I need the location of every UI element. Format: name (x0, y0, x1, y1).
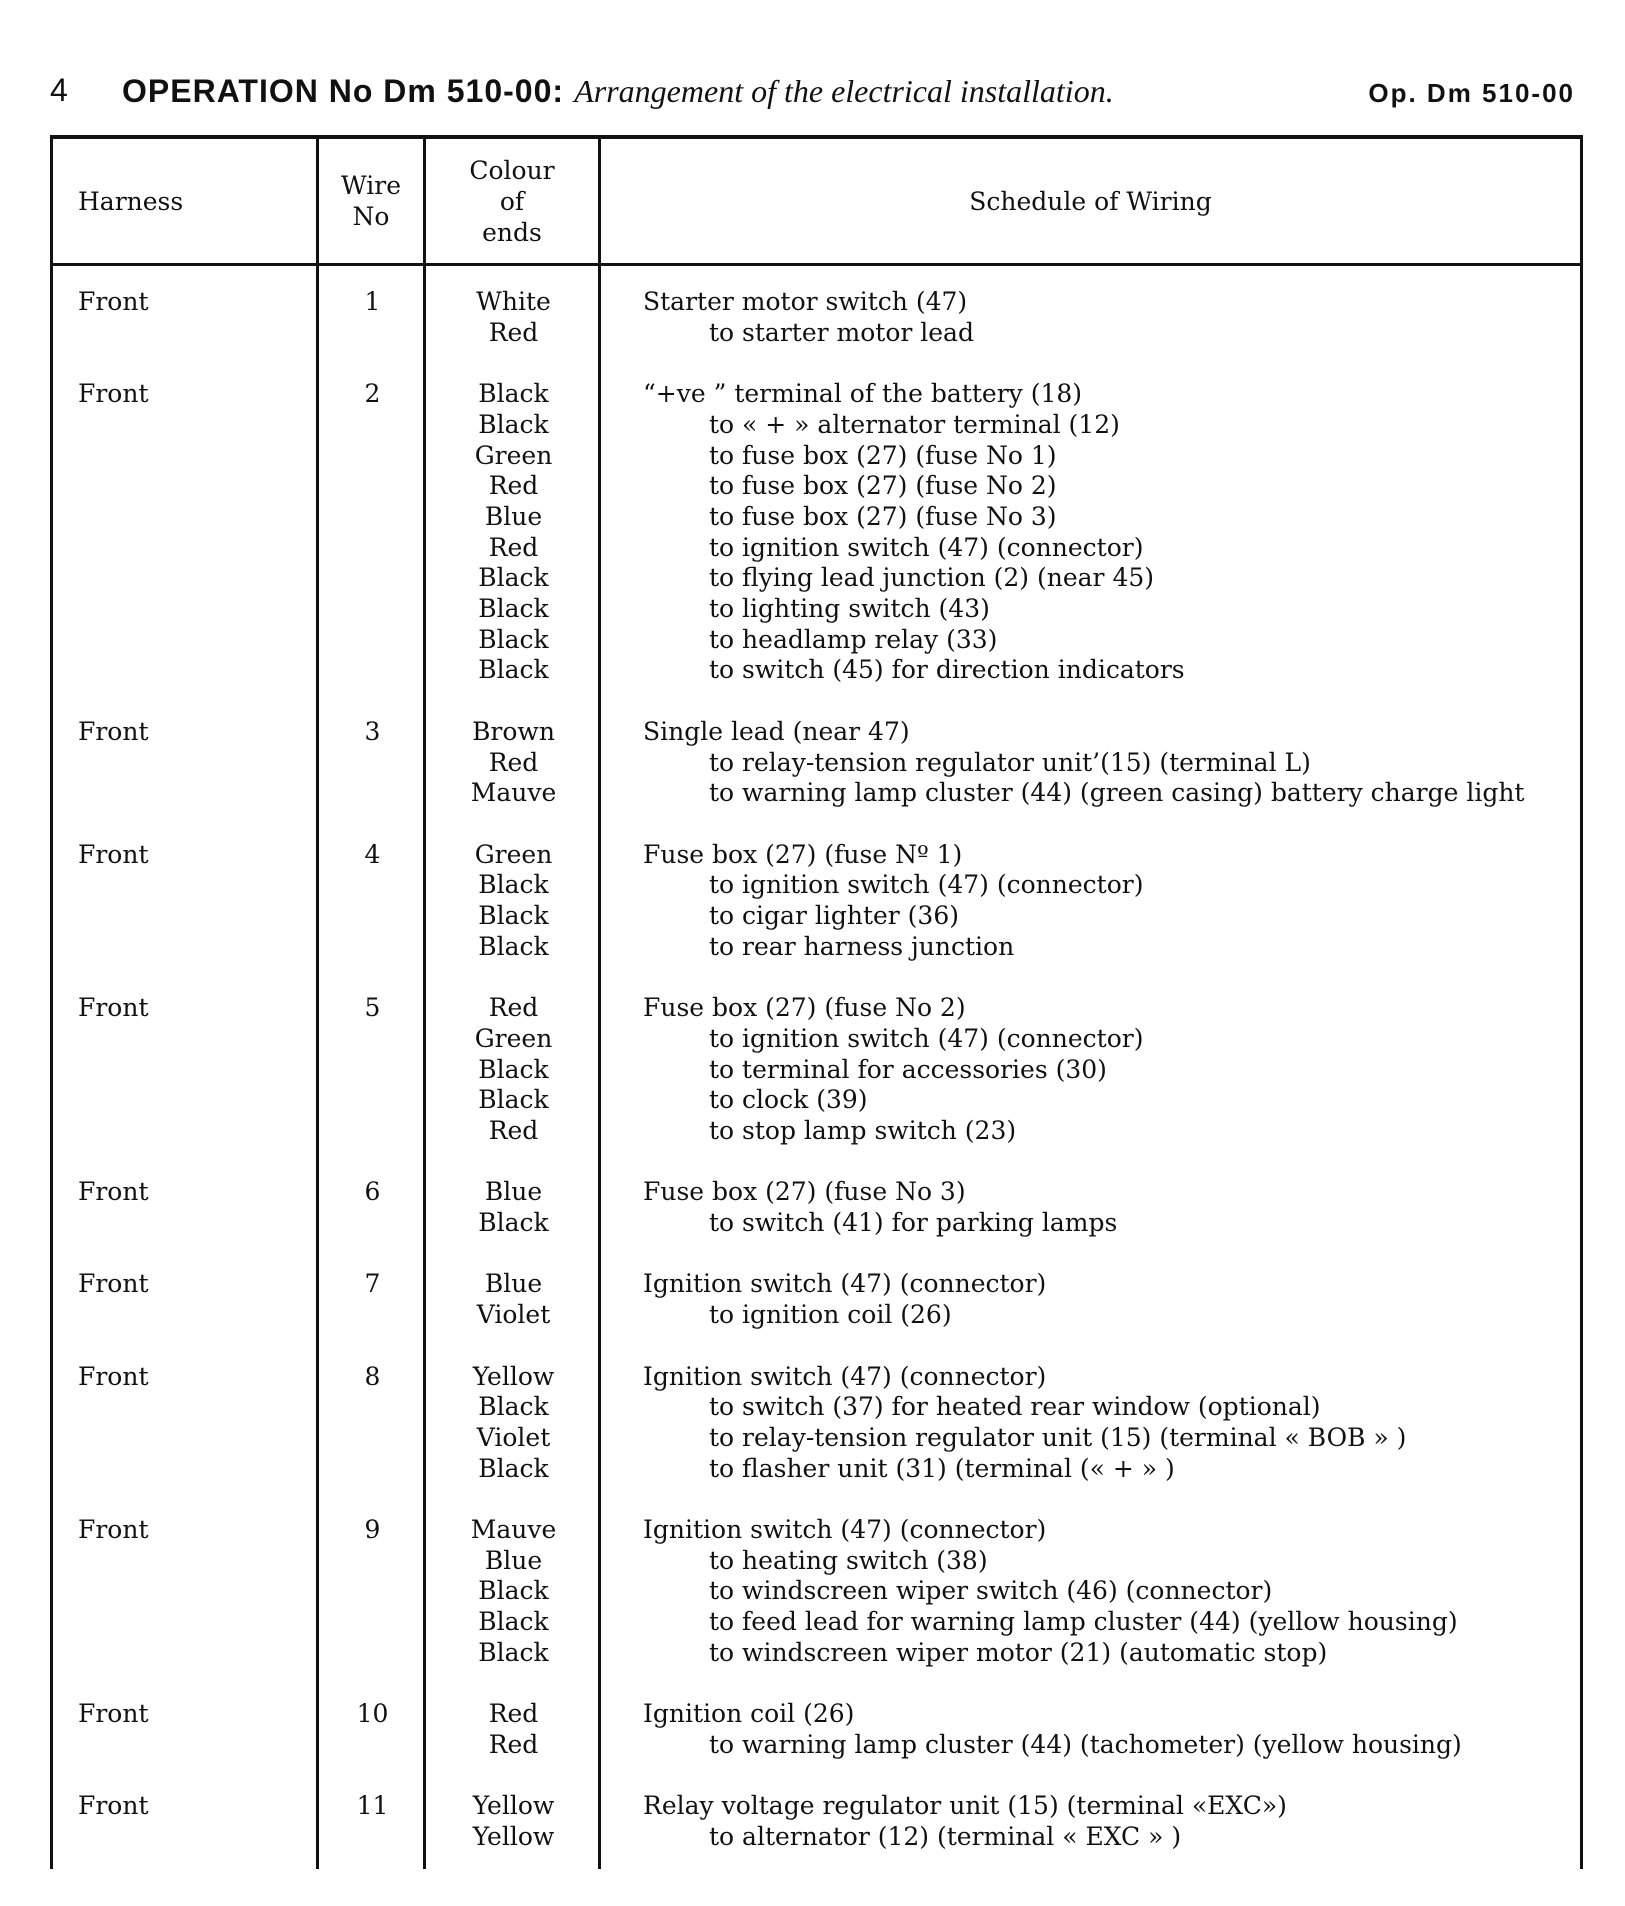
harness-cell: Front (78, 1791, 149, 1821)
wiring-destination: to headlamp relay (33) (709, 624, 998, 654)
colour-cell (426, 717, 601, 809)
wire-number-cell: 3 (364, 716, 381, 746)
wiring-origin: Fuse box (27) (fuse No 3) (643, 1177, 966, 1207)
colour-value: Blue (484, 1545, 543, 1575)
colour-value: Yellow (472, 1361, 555, 1391)
harness-cell: Front (78, 1177, 149, 1207)
wiring-destination: to starter motor lead (709, 317, 974, 347)
colour-cell (426, 1791, 601, 1852)
table-row (50, 840, 1583, 963)
table-body (50, 287, 1583, 1883)
table-row (50, 1362, 1583, 1485)
colour-value: Mauve (470, 778, 557, 808)
schedule-cell (601, 1362, 1583, 1485)
colour-value: Blue (484, 501, 543, 531)
colour-cell (426, 287, 601, 348)
colour-value: Green (474, 1023, 553, 1053)
wiring-destination: to fuse box (27) (fuse No 2) (709, 471, 1057, 501)
wiring-destination: to « + » alternator terminal (12) (709, 409, 1120, 439)
wiring-origin: Ignition switch (47) (connector) (643, 1361, 1047, 1391)
harness-cell: Front (78, 1269, 149, 1299)
table-row (50, 1791, 1583, 1852)
wire-number-cell: 4 (364, 839, 381, 869)
wire-number-cell: 10 (356, 1699, 389, 1729)
colour-value: Mauve (470, 1515, 557, 1544)
column-header-schedule-of-wiring: Schedule of Wiring (969, 186, 1212, 216)
wiring-destination: to flying lead junction (2) (near 45) (709, 563, 1155, 593)
colour-value: Black (478, 1453, 549, 1483)
column-header-wire-no: Wire No (341, 171, 401, 231)
colour-cell (426, 993, 601, 1147)
colour-value: Black (478, 1208, 549, 1238)
colour-value: Black (478, 1607, 549, 1637)
colour-value: Blue (484, 1269, 543, 1299)
operation-reference: Op. Dm 510-00 (1368, 78, 1575, 108)
table-row (50, 993, 1583, 1147)
colour-cell (426, 1177, 601, 1238)
operation-heading (122, 72, 1114, 110)
colour-value: Black (478, 594, 549, 624)
wiring-destination: to heating switch (38) (709, 1545, 988, 1575)
schedule-cell (601, 379, 1583, 686)
schedule-cell (601, 1699, 1583, 1760)
colour-value: Red (488, 1115, 539, 1145)
colour-cell (426, 1362, 601, 1485)
colour-value: Black (478, 1576, 549, 1606)
wiring-destination: to ignition switch (47) (connector) (709, 1023, 1144, 1053)
harness-cell: Front (78, 839, 149, 869)
wire-number-cell: 7 (364, 1269, 381, 1299)
schedule-cell (601, 993, 1583, 1147)
table-row (50, 1269, 1583, 1330)
column-header-harness: Harness (78, 186, 184, 216)
wiring-destination: to warning lamp cluster (44) (green casing) battery charge light (709, 778, 1525, 808)
colour-value: Black (478, 901, 549, 931)
colour-value: Yellow (472, 1791, 555, 1821)
wiring-origin: Relay voltage regulator unit (15) (terminal «EXC») (643, 1791, 1287, 1821)
colour-value: Black (478, 379, 549, 409)
colour-value: Black (478, 409, 549, 439)
operation-title: OPERATION No Dm 510-00: (122, 73, 565, 109)
colour-value: Green (474, 839, 553, 869)
table-row (50, 379, 1583, 686)
column-header-colour-of-ends: Colour of ends (469, 155, 555, 247)
page-header (0, 0, 1625, 140)
wiring-destination: to fuse box (27) (fuse No 3) (709, 501, 1057, 531)
colour-value: Red (488, 1699, 539, 1729)
wiring-origin: Ignition coil (26) (643, 1699, 855, 1729)
colour-value: Yellow (472, 1822, 555, 1851)
wire-number-cell: 5 (364, 993, 381, 1023)
table-row (50, 1699, 1583, 1760)
wire-number-cell: 11 (356, 1791, 389, 1821)
wire-number-cell: 1 (364, 287, 381, 316)
wiring-destination: to stop lamp switch (23) (709, 1115, 1017, 1145)
wire-number-cell: 2 (364, 379, 381, 409)
colour-value: Red (488, 471, 539, 501)
wiring-destination: to switch (45) for direction indicators (709, 655, 1185, 685)
wiring-destination: to windscreen wiper switch (46) (connector) (709, 1576, 1273, 1606)
wiring-destination: to windscreen wiper motor (21) (automatic stop) (709, 1637, 1328, 1667)
wiring-origin: “+ve ” terminal of the battery (18) (643, 379, 1083, 409)
colour-cell (426, 1699, 601, 1760)
harness-cell: Front (78, 287, 149, 316)
schedule-cell (601, 1515, 1583, 1669)
table-row (50, 717, 1583, 809)
colour-value: Red (488, 1729, 539, 1759)
colour-value: Violet (476, 1300, 551, 1330)
colour-value: Red (488, 532, 539, 562)
wiring-destination: to switch (41) for parking lamps (709, 1208, 1118, 1238)
harness-cell: Front (78, 993, 149, 1023)
colour-value: Black (478, 1392, 549, 1422)
schedule-cell (601, 287, 1583, 348)
wiring-destination: to alternator (12) (terminal « EXC » ) (709, 1822, 1182, 1851)
wiring-origin: Single lead (near 47) (643, 716, 910, 746)
operation-subtitle: Arrangement of the electrical installation. (574, 73, 1114, 109)
wiring-destination: to rear harness junction (709, 931, 1015, 961)
colour-value: Black (478, 624, 549, 654)
wiring-origin: Starter motor switch (47) (643, 287, 968, 316)
schedule-cell (601, 1269, 1583, 1330)
colour-value: Black (478, 1054, 549, 1084)
wiring-origin: Fuse box (27) (fuse Nº 1) (643, 839, 963, 869)
wire-number-cell: 8 (364, 1361, 381, 1391)
wiring-destination: to feed lead for warning lamp cluster (44) (yellow housing) (709, 1607, 1458, 1637)
colour-value: Red (488, 993, 539, 1023)
harness-cell: Front (78, 379, 149, 409)
wiring-destination: to clock (39) (709, 1085, 868, 1115)
header-divider (50, 263, 1583, 266)
colour-cell (426, 379, 601, 686)
wiring-destination: to flasher unit (31) (terminal (« + » ) (709, 1453, 1175, 1483)
wiring-destination: to warning lamp cluster (44) (tachometer) (yellow housing) (709, 1729, 1462, 1759)
colour-value: Blue (484, 1177, 543, 1207)
colour-cell (426, 1515, 601, 1669)
wiring-destination: to ignition switch (47) (connector) (709, 532, 1144, 562)
wiring-destination: to switch (37) for heated rear window (optional) (709, 1392, 1321, 1422)
wiring-destination: to ignition coil (26) (709, 1300, 952, 1330)
schedule-cell (601, 1791, 1583, 1852)
wiring-destination: to relay-tension regulator unit (15) (terminal « BOB » ) (709, 1422, 1407, 1452)
schedule-cell (601, 1177, 1583, 1238)
wiring-destination: to lighting switch (43) (709, 594, 990, 624)
colour-cell (426, 1269, 601, 1330)
wiring-destination: to relay-tension regulator unit’(15) (terminal L) (709, 747, 1311, 777)
colour-value: Black (478, 1085, 549, 1115)
wire-number-cell: 9 (364, 1515, 381, 1544)
table-row (50, 1515, 1583, 1669)
colour-cell (426, 840, 601, 963)
colour-value: Black (478, 563, 549, 593)
harness-cell: Front (78, 1515, 149, 1544)
harness-cell: Front (78, 716, 149, 746)
wiring-table (50, 139, 1583, 1869)
wiring-destination: to fuse box (27) (fuse No 1) (709, 440, 1057, 470)
colour-value: Black (478, 655, 549, 685)
wiring-origin: Ignition switch (47) (connector) (643, 1269, 1047, 1299)
wiring-destination: to cigar lighter (36) (709, 901, 959, 931)
page-number: 4 (50, 72, 68, 108)
wire-number-cell: 6 (364, 1177, 381, 1207)
schedule-cell (601, 717, 1583, 809)
harness-cell: Front (78, 1699, 149, 1729)
colour-value: Black (478, 870, 549, 900)
colour-value: Brown (472, 716, 555, 746)
wiring-destination: to ignition switch (47) (connector) (709, 870, 1144, 900)
harness-cell: Front (78, 1361, 149, 1391)
colour-value: White (476, 287, 551, 316)
colour-value: Red (488, 747, 539, 777)
table-row (50, 1177, 1583, 1238)
colour-value: Green (474, 440, 553, 470)
colour-value: Black (478, 931, 549, 961)
schedule-cell (601, 840, 1583, 963)
colour-value: Black (478, 1637, 549, 1667)
table-row (50, 287, 1583, 348)
wiring-origin: Ignition switch (47) (connector) (643, 1515, 1047, 1544)
colour-value: Red (488, 317, 539, 347)
colour-value: Violet (476, 1422, 551, 1452)
wiring-destination: to terminal for accessories (30) (709, 1054, 1107, 1084)
wiring-origin: Fuse box (27) (fuse No 2) (643, 993, 966, 1023)
